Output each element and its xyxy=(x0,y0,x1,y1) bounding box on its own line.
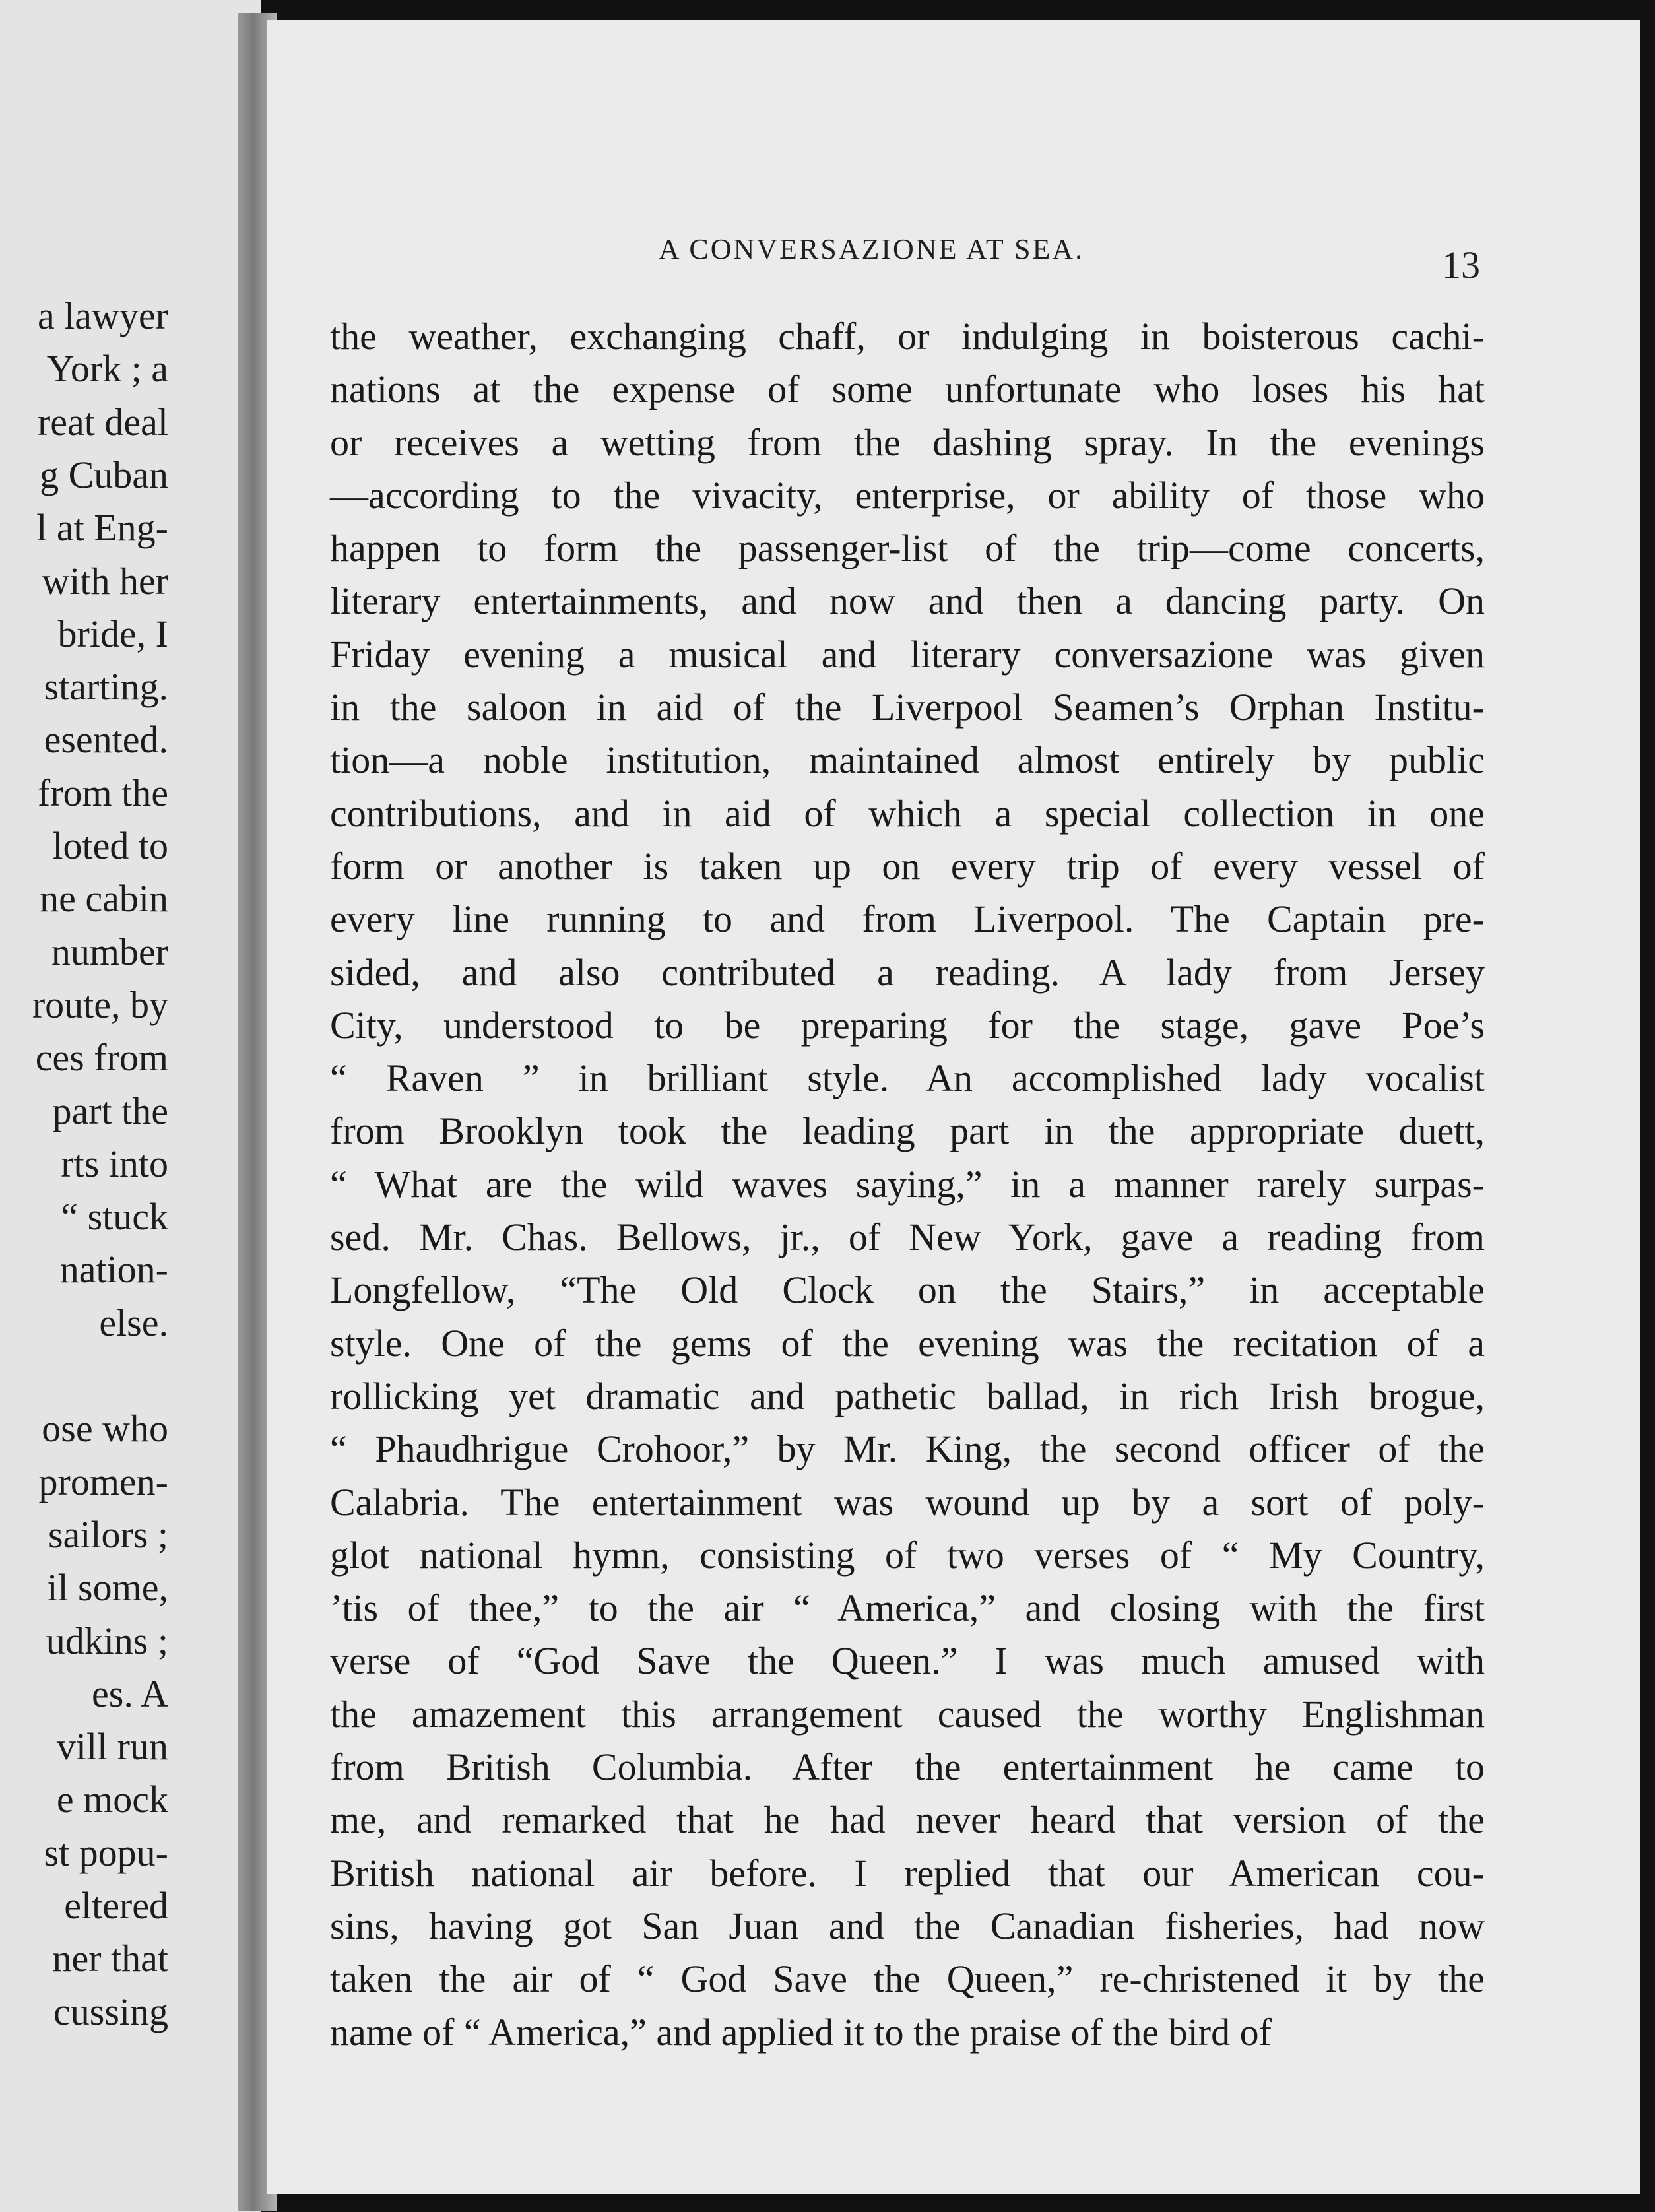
body-line: form or another is taken up on every trip of every vessel of xyxy=(330,844,1485,888)
left-page-line: with her xyxy=(42,559,168,602)
body-line: the weather, exchanging chaff, or indulging in boisterous cachi- xyxy=(330,315,1485,358)
body-line: “ Raven ” in brilliant style. An accomplished lady vocalist xyxy=(330,1057,1485,1100)
body-line: British national air before. I replied that our American cou- xyxy=(330,1851,1485,1895)
body-line: the amazement this arrangement caused the worthy Englishman xyxy=(330,1692,1485,1736)
left-page-line: st popu- xyxy=(44,1831,168,1874)
body-line: Longfellow, “The Old Clock on the Stairs,” in acceptable xyxy=(330,1268,1485,1312)
body-line: sed. Mr. Chas. Bellows, jr., of New York, gave a reading from xyxy=(330,1216,1485,1259)
body-line: happen to form the passenger-list of the trip—come concerts, xyxy=(330,527,1485,570)
left-page-line: vill run xyxy=(56,1725,168,1769)
left-page-line: reat deal xyxy=(37,400,168,443)
left-page-line: ne cabin xyxy=(40,877,168,921)
body-line: from Brooklyn took the leading part in the appropriate duett, xyxy=(330,1109,1485,1153)
page-header xyxy=(267,215,1640,286)
left-page-line: eltered xyxy=(64,1884,168,1927)
body-line: Calabria. The entertainment was wound up by a sort of poly- xyxy=(330,1480,1485,1524)
left-page-line: nation- xyxy=(59,1248,168,1291)
left-page-line: starting. xyxy=(44,665,168,709)
body-line: nations at the expense of some unfortunate who loses his hat xyxy=(330,368,1485,411)
left-page-line: else. xyxy=(99,1301,168,1344)
left-page-line: ces from xyxy=(35,1036,168,1080)
body-line: sins, having got San Juan and the Canadian fisheries, had now xyxy=(330,1904,1485,1947)
left-page-line: number xyxy=(51,930,168,973)
body-line: “ What are the wild waves saying,” in a manner rarely surpas- xyxy=(330,1162,1485,1206)
body-line: glot national hymn, consisting of two verses of “ My Country, xyxy=(330,1533,1485,1577)
body-line: City, understood to be preparing for the stage, gave Poe’s xyxy=(330,1003,1485,1047)
left-page-line: il some, xyxy=(47,1566,168,1610)
left-page-line: loted to xyxy=(52,824,168,867)
body-line: ’tis of thee,” to the air “ America,” and closing with the first xyxy=(330,1586,1485,1630)
left-page-line: promen- xyxy=(38,1460,168,1503)
left-page-line: g Cuban xyxy=(40,453,168,496)
body-line: me, and remarked that he had never heard that version of the xyxy=(330,1798,1485,1842)
body-line: every line running to and from Liverpool. The Captain pre- xyxy=(330,897,1485,941)
left-page-line: esented. xyxy=(44,718,168,762)
left-page-line: York ; a xyxy=(46,347,168,391)
body-line: Friday evening a musical and literary conversazione was given xyxy=(330,632,1485,676)
left-page-line: ner that xyxy=(52,1937,168,1980)
body-line: tion—a noble institution, maintained almost entirely by public xyxy=(330,738,1485,782)
body-line: contributions, and in aid of which a special collection in one xyxy=(330,791,1485,835)
body-line: rollicking yet dramatic and pathetic ballad, in rich Irish brogue, xyxy=(330,1374,1485,1417)
left-page-line: bride, I xyxy=(57,612,168,655)
body-line: from British Columbia. After the entertainment he came to xyxy=(330,1745,1485,1789)
body-line: sided, and also contributed a reading. A lady from Jersey xyxy=(330,950,1485,994)
left-page-line: es. A xyxy=(92,1672,168,1715)
left-page-line: route, by xyxy=(32,983,168,1026)
left-page-line: sailors ; xyxy=(48,1513,168,1556)
body-text xyxy=(330,310,1485,2059)
body-line: verse of “God Save the Queen.” I was much amused with xyxy=(330,1639,1485,1683)
running-title: A CONVERSAZIONE AT SEA. xyxy=(659,233,1085,265)
body-line: style. One of the gems of the evening was the recitation of a xyxy=(330,1321,1485,1365)
body-line: “ Phaudhrigue Crohoor,” by Mr. King, the second officer of the xyxy=(330,1427,1485,1471)
left-facing-page xyxy=(0,0,261,2212)
left-page-line: rts into xyxy=(61,1142,168,1185)
body-line: literary entertainments, and now and then a dancing party. On xyxy=(330,579,1485,623)
page-number: 13 xyxy=(1442,244,1480,286)
left-page-line: from the xyxy=(37,771,168,814)
left-page-line: l at Eng- xyxy=(36,506,168,550)
body-line: —according to the vivacity, enterprise, or ability of those who xyxy=(330,473,1485,517)
left-page-line: e mock xyxy=(56,1778,168,1821)
left-page-line: cussing xyxy=(53,1990,168,2033)
body-line: taken the air of “ God Save the Queen,” re-christened it by the xyxy=(330,1957,1485,2001)
left-page-line: a lawyer xyxy=(37,294,168,337)
left-page-line: “ stuck xyxy=(61,1195,168,1239)
left-page-line: udkins ; xyxy=(46,1619,168,1662)
body-line: name of “ America,” and applied it to the praise of the bird of xyxy=(330,2010,1272,2054)
right-page xyxy=(267,20,1640,2194)
left-page-line: ose who xyxy=(42,1407,168,1450)
left-page-line: part the xyxy=(52,1089,168,1132)
body-line: or receives a wetting from the dashing spray. In the evenings xyxy=(330,420,1485,464)
body-line: in the saloon in aid of the Liverpool Seamen’s Orphan Institu- xyxy=(330,686,1485,729)
